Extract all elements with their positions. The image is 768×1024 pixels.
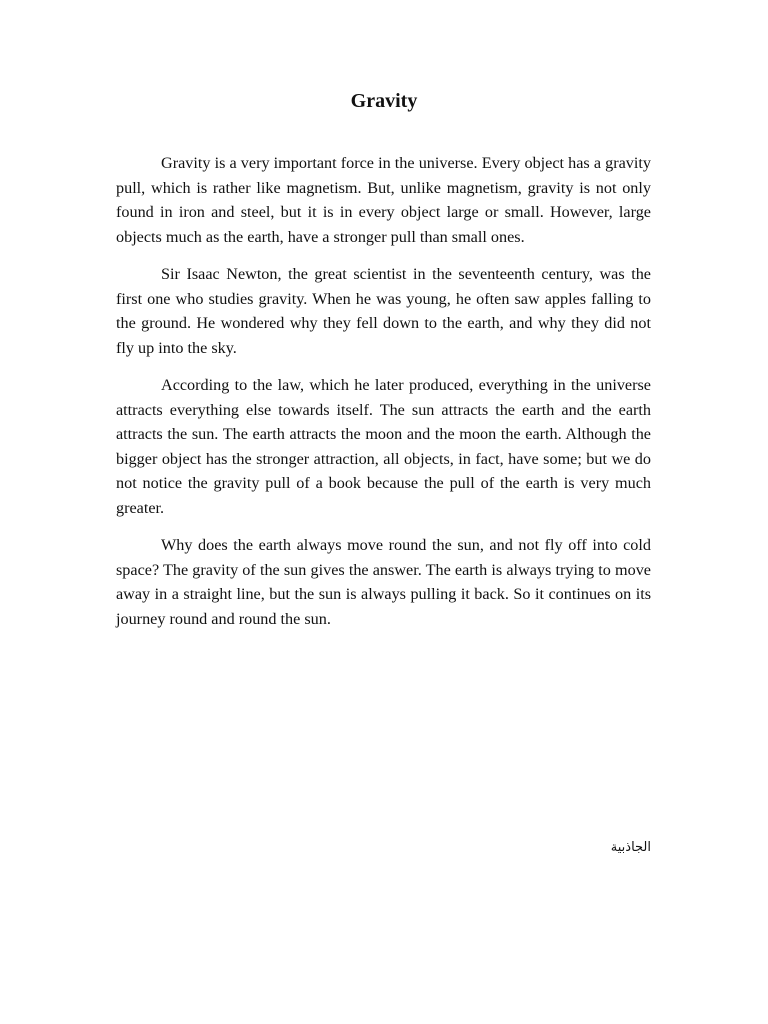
body-text xyxy=(116,151,651,644)
arabic-footer-label: الجاذبية xyxy=(610,840,651,855)
paragraph-1: Gravity is a very important force in the universe. Every object has a gravity pull, which is rather like magnetism. But, unlike magnetism, gravity is not only found in iron and steel, but it is in every object large or small. However, large objects much as the earth, have a stronger pull than small ones. xyxy=(116,154,651,246)
paragraph-3: According to the law, which he later produced, everything in the universe attracts everything else towards itself. The sun attracts the earth and the earth attracts the sun. The earth attracts the moon and the moon the earth. Although the bigger object has the stronger attraction, all objects, in fact, have some; but we do not notice the gravity pull of a book because the pull of the earth is very much greater. xyxy=(116,376,651,517)
paragraph-2: Sir Isaac Newton, the great scientist in the seventeenth century, was the first one who studies gravity. When he was young, he often saw apples falling to the ground. He wondered why they fell down to the earth, and why they did not fly up into the sky. xyxy=(116,265,651,357)
paragraph-4: Why does the earth always move round the sun, and not fly off into cold space? The gravity of the sun gives the answer. The earth is always trying to move away in a straight line, but the sun is always pulling it back. So it continues on its journey round and round the sun. xyxy=(116,536,651,628)
page-title: Gravity xyxy=(350,90,418,112)
